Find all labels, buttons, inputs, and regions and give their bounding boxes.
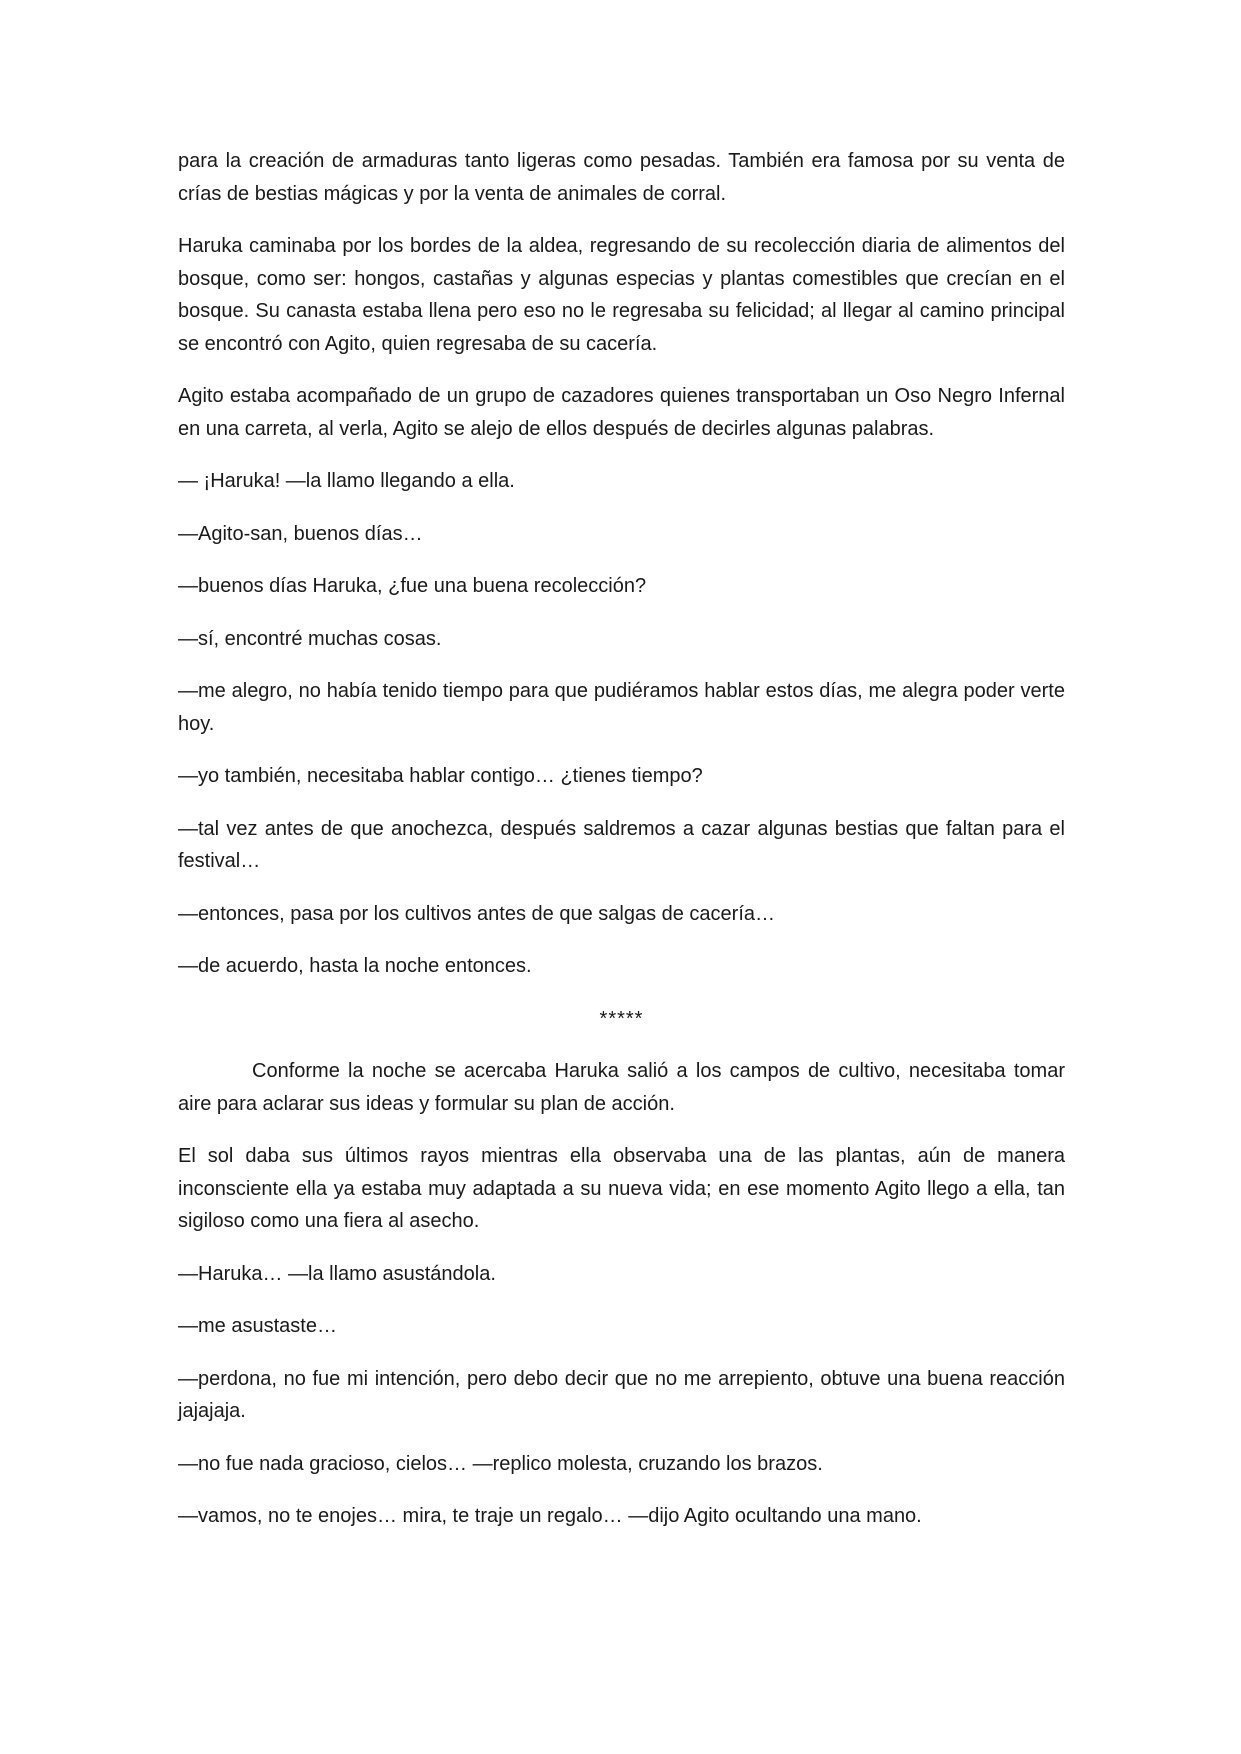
- paragraph: Haruka caminaba por los bordes de la aldea, regresando de su recolección diaria de alimentos del bosque, como ser: hongos, castañas y algunas especias y plantas comestibles que crecían en el bosque. Su canasta estaba llena pero eso no le regresaba su felicidad; al llegar al camino principal se encontró con Agito, quien regresaba de su cacería.: [178, 235, 1065, 355]
- dialogue-line: —perdona, no fue mi intención, pero debo decir que no me arrepiento, obtuve una buena reacción jajajaja.: [178, 1367, 1065, 1422]
- dialogue-line: —sí, encontré muchas cosas.: [178, 627, 442, 650]
- dialogue-line: —Agito-san, buenos días…: [178, 522, 423, 545]
- paragraph: Conforme la noche se acercaba Haruka salió a los campos de cultivo, necesitaba tomar aire para aclarar sus ideas y formular su plan de acción.: [178, 1060, 1065, 1115]
- paragraph: Agito estaba acompañado de un grupo de cazadores quienes transportaban un Oso Negro Infernal en una carreta, al verla, Agito se alejo de ellos después de decirles algunas palabras.: [178, 385, 1065, 440]
- body-text: [178, 145, 1065, 1553]
- paragraph: para la creación de armaduras tanto ligeras como pesadas. También era famosa por su venta de crías de bestias mágicas y por la venta de animales de corral.: [178, 150, 1065, 205]
- dialogue-line: —tal vez antes de que anochezca, después saldremos a cazar algunas bestias que faltan para el festival…: [178, 817, 1065, 872]
- dialogue-line: —no fue nada gracioso, cielos… —replico molesta, cruzando los brazos.: [178, 1452, 823, 1475]
- dialogue-line: —entonces, pasa por los cultivos antes de que salgas de cacería…: [178, 902, 776, 925]
- dialogue-line: —yo también, necesitaba hablar contigo… ¿tienes tiempo?: [178, 765, 703, 787]
- paragraph: El sol daba sus últimos rayos mientras ella observaba una de las plantas, aún de manera inconsciente ella ya estaba muy adaptada a su nueva vida; en ese momento Agito llego a ella, tan sigiloso como una fiera al asecho.: [178, 1145, 1065, 1232]
- dialogue-line: —buenos días Haruka, ¿fue una buena recolección?: [178, 575, 647, 597]
- dialogue-line: —vamos, no te enojes… mira, te traje un regalo… —dijo Agito ocultando una mano.: [178, 1505, 922, 1527]
- dialogue-line: — ¡Haruka! —la llamo llegando a ella.: [178, 470, 515, 492]
- scene-separator: *****: [599, 1007, 644, 1030]
- dialogue-line: —de acuerdo, hasta la noche entonces.: [178, 955, 532, 977]
- dialogue-line: —me alegro, no había tenido tiempo para que pudiéramos hablar estos días, me alegra poder verte hoy.: [178, 680, 1065, 735]
- dialogue-line: —me asustaste…: [178, 1315, 337, 1337]
- dialogue-line: —Haruka… —la llamo asustándola.: [178, 1262, 496, 1285]
